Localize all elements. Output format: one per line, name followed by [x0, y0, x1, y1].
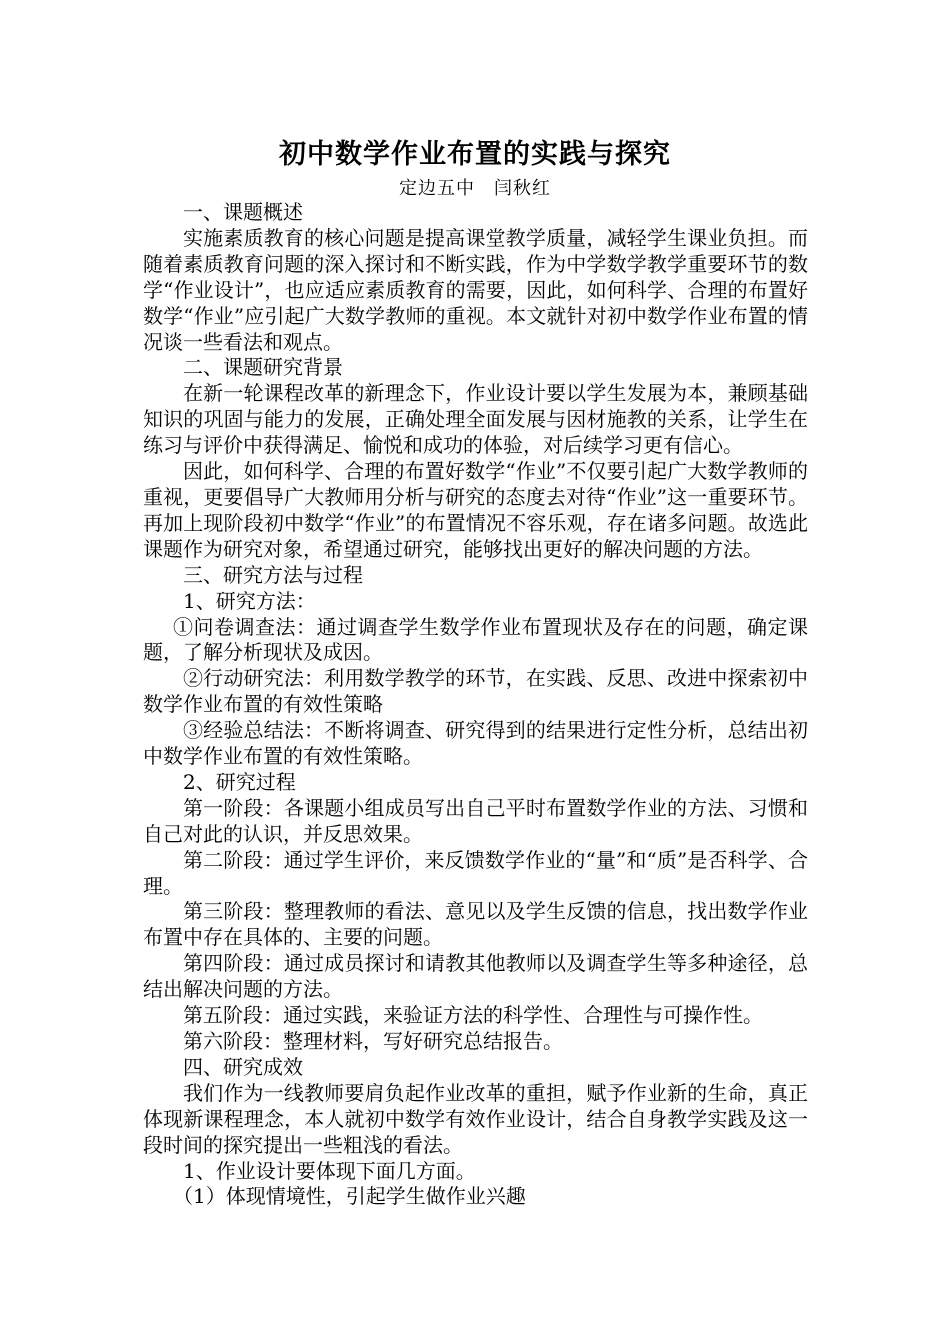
document-author: 定边五中 闫秋红: [399, 178, 551, 199]
heading-background: 二、课题研究背景: [183, 355, 343, 380]
method-item: ②行动研究法：利用数学教学的环节，在实践、反思、改进中探索初中数学作业布置的有效性策略: [143, 666, 808, 717]
subheading-process: 2、研究过程: [183, 769, 296, 794]
stage-item: 第三阶段：整理教师的看法、意见以及学生反馈的信息，找出数学作业布置中存在具体的、主要的问题。: [143, 899, 808, 950]
heading-methods: 三、研究方法与过程: [183, 562, 363, 587]
stage-item: 第六阶段：整理材料，写好研究总结报告。: [183, 1029, 563, 1053]
paragraph: 在新一轮课程改革的新理念下，作业设计要以学生发展为本，兼顾基础知识的巩固与能力的发展，正确处理全面发展与因材施教的关系，让学生在练习与评价中获得满足、愉悦和成功的体验，对后续学习更有信心。: [143, 381, 808, 458]
document-body: [143, 200, 808, 1210]
paragraph: 因此，如何科学、合理的布置好数学“作业”不仅要引起广大数学教师的重视，更要倡导广大教师用分析与研究的态度去对待“作业”这一重要环节。再加上现阶段初中数学“作业”的布置情况不容乐观，存在诸多问题。故选此课题作为研究对象，希望通过研究，能够找出更好的解决问题的方法。: [143, 459, 808, 561]
stage-item: 第一阶段：各课题小组成员写出自己平时布置数学作业的方法、习惯和自己对此的认识，并反思效果。: [143, 795, 808, 846]
stage-item: 第五阶段：通过实践，来验证方法的科学性、合理性与可操作性。: [183, 1003, 763, 1028]
heading-results: 四、研究成效: [183, 1054, 303, 1079]
paragraph: 我们作为一线教师要肩负起作业改革的重担，赋予作业新的生命，真正体现新课程理念，本人就初中数学有效作业设计，结合自身教学实践及这一段时间的探究提出一些粗浅的看法。: [143, 1080, 808, 1157]
method-item: ③经验总结法：不断将调查、研究得到的结果进行定性分析，总结出初中数学作业布置的有效性策略。: [143, 718, 808, 769]
heading-overview: 一、课题概述: [183, 200, 303, 224]
stage-item: 第二阶段：通过学生评价，来反馈数学作业的“量”和“质”是否科学、合理。: [143, 847, 808, 898]
document-title: 初中数学作业布置的实践与探究: [279, 139, 671, 170]
paragraph: 实施素质教育的核心问题是提高课堂教学质量，减轻学生课业负担。而随着素质教育问题的深入探讨和不断实践，作为中学数学教学重要环节的数学“作业设计”，也应适应素质教育的需要，因此，如何科学、合理的布置好数学“作业”应引起广大数学教师的重视。本文就针对初中数学作业布置的情况谈一些看法和观点。: [143, 225, 808, 354]
subheading-methods: 1、研究方法：: [183, 588, 316, 613]
subheading-design: 1、作业设计要体现下面几方面。: [183, 1158, 476, 1183]
stage-item: 第四阶段：通过成员探讨和请教其他教师以及调查学生等多种途径，总结出解决问题的方法。: [143, 951, 808, 1002]
design-item: （1）体现情境性，引起学生做作业兴趣: [173, 1184, 526, 1209]
method-item: ①问卷调查法：通过调查学生数学作业布置现状及存在的问题，确定课题，了解分析现状及成因。: [143, 614, 808, 665]
